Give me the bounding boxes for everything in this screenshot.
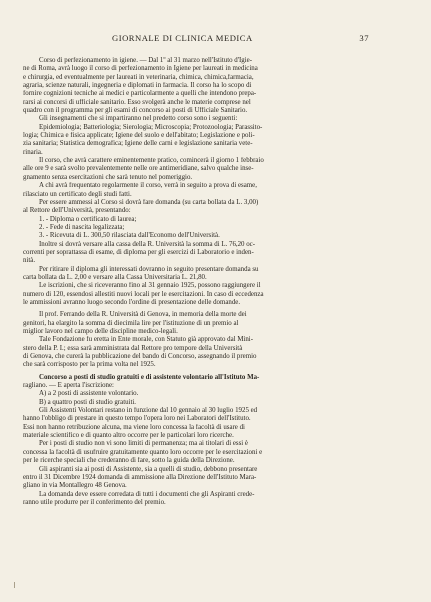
text-line: Epidemiologia; Batteriologia; Sierologia; Microscopia; Protozoologia; Parassito- — [39, 123, 263, 131]
text-line: ne di Roma, avrà luogo il corso di perfezionamento in Igiene per laureati in medicina — [23, 65, 258, 73]
text-line: quadro con il programma per gli esami di concorso ai posti di Ufficiale Sanitario. — [23, 107, 248, 115]
text-line: carta bollata da L. 2,00 e versare alla Cassa Universitaria L. 21,80. — [23, 273, 207, 281]
text-line: di Genova, che curerà la pubblicazione del bando di Concorso, assegnando il premio — [23, 353, 257, 361]
text-line: logia; Chimica e fisica applicate; Igiene del suolo e dell'abitato; Legislazione e poli- — [23, 132, 255, 140]
text-line: Concorso a posti di studio gratuiti e di assistente volontario all'Istituto Ma- — [39, 373, 260, 381]
text-line: agraria, scienze naturali, ingegneria e diplomati in farmacia. Il corso ha lo scopo di — [23, 82, 252, 90]
text-line: al Rettore dell'Università, presentando: — [23, 207, 131, 215]
text-line: B) a quattro posti di studio gratuiti. — [39, 398, 137, 406]
text-line: A chi avrà frequentato regolarmente il corso, verrà in seguito a prova di esame, — [39, 182, 257, 190]
text-line: Gli aspiranti sia ai posti di Assistente, sia a quelli di studio, debbono presentare — [39, 465, 258, 473]
text-line: Le iscrizioni, che si riceveranno fino al 31 gennaio 1925, possono raggiungere il — [39, 282, 261, 290]
text-line: Gli insegnamenti che si impartiranno nel predetto corso sono i seguenti: — [39, 115, 238, 123]
text-line: ragliano. — È aperta l'iscrizione: — [23, 382, 114, 390]
text-line: Per essere ammessi al Corso si dovrà fare domanda (su carta bollata da L. 3,00) — [39, 198, 259, 206]
text-line: 2. - Fede di nascita legalizzata; — [39, 223, 125, 231]
text-line: zia sanitaria; Statistica demografica; Igiene delle carni e legislazione sanitaria vete- — [23, 140, 253, 148]
text-line: La domanda deve essere corredata di tutti i documenti che gli Aspiranti crede- — [39, 490, 255, 498]
text-line: Corso di perfezionamento in igiene. — Dal 1º al 31 marzo nell'Istituto d'Igie- — [39, 57, 253, 64]
text-line: concessa la facoltà di usufruire gratuitamente quanto loro occorre per le esercitazioni e — [23, 448, 263, 456]
text-line: genitori, ha elargito la somma di diecimila lire per l'istituzione di un premio al — [23, 319, 239, 327]
text-line: rarsi ai concorsi di ufficiale sanitario. Esso svolgerà anche le materie comprese nel — [23, 98, 251, 106]
text-line: e chirurgia, ed eventualmente per laureati in veterinaria, chimica, chimica,farmacia, — [23, 73, 254, 81]
text-line: Il corso, che avrà carattere eminentemente pratico, comincerà il giorno 1 febbraio — [39, 157, 264, 165]
text-line: hanno l'obbligo di prestare in questo tempo l'opera loro nei Laboratori dell'Istituto. — [23, 415, 251, 423]
text-line: stero della P. I.; essa sarà amministrata dal Rettore pro tempore della Università — [23, 344, 243, 352]
text-line: che sarà corrisposto per la prima volta nel 1925. — [23, 361, 156, 369]
running-header — [0, 33, 431, 47]
text-line: Tale Fondazione fu eretta in Ente morale, con Statuto già approvato dal Mini- — [39, 336, 254, 344]
text-line: 3. - Ricevuta di L. 300,50 rilasciata dall'Economo dell'Università. — [39, 232, 220, 240]
text-line: le ammissioni avranno luogo secondo l'ordine di presentazione delle domande. — [23, 298, 241, 306]
margin-mark — [14, 582, 19, 588]
text-line: numero di 120, essendosi allestiti nuovi locali per le esercitazioni. In caso di eccedenza — [23, 290, 264, 298]
text-line: gliano in via Montallegro 48 Genova. — [23, 482, 127, 490]
text-line: fornire cognizioni tecniche ai medici e particolarmente a quelli che intendono prepa- — [23, 90, 257, 98]
text-line: gnamento senza esercitazioni che sarà tenuto nel pomeriggio. — [23, 173, 193, 181]
text-line: rilasciato un certificato degli studi fatti. — [23, 190, 132, 198]
journal-title: GIORNALE DI CLINICA MEDICA — [112, 33, 253, 43]
text-line: Essi non hanno retribuzione alcuna, ma viene loro concessa la facoltà di usare di — [23, 423, 245, 431]
text-line: Gli Assistenti Volontari restano in funzione dal 10 gennaio al 30 luglio 1925 ed — [39, 407, 258, 415]
page-number: 37 — [359, 33, 369, 43]
text-line: entro il 31 Dicembre 1924 domanda di ammissione alla Direzione dell'Istituto Mara- — [23, 473, 257, 481]
text-line: ranno utile produrre per il conferimento del premio. — [23, 498, 166, 506]
text-line: alle ore 9 e sarà svolto prevalentemente nelle ore antimeridiane, salvo qualche inse- — [23, 165, 254, 173]
text-line: correnti per soprattassa di esame, di diploma per gli esercizi di Laboratorio e inden- — [23, 248, 254, 256]
text-line: Il prof. Ferrando della R. Università di Genova, in memoria della morte dei — [39, 311, 247, 319]
text-line: per le ricerche speciali che crederanno di fare, sotto la guida della Direzione. — [23, 457, 235, 465]
text-line: nità. — [23, 257, 36, 265]
text-line: miglior lavoro nel campo delle discipline medico-legali. — [23, 328, 178, 335]
text-line: 1. - Diploma o certificato di laurea; — [39, 215, 137, 223]
text-line: A) a 2 posti di assistente volontario. — [39, 390, 139, 398]
text-line: Per i posti di studio non vi sono limiti di permanenza; ma ai titolari di essi è — [39, 440, 248, 448]
text-line: Inoltre si dovrà versare alla cassa della R. Università la somma di L. 76,20 oc- — [39, 240, 256, 248]
text-line: rinaria. — [23, 148, 43, 156]
text-line: Per ritirare il diploma gli interessati dovranno in seguito presentare domanda su — [39, 265, 259, 273]
article-body — [23, 57, 373, 507]
text-line: materiale scientifico e di quanto altro occorre per le particolari loro ricerche. — [23, 432, 234, 440]
